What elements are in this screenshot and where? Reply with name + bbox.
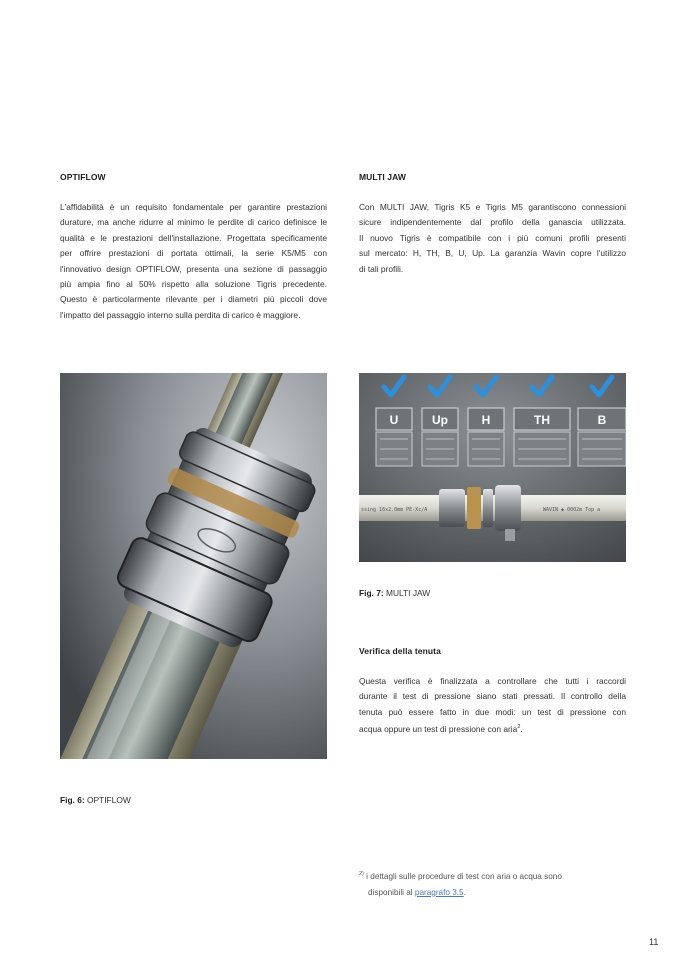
paragraph-link[interactable]: paragrafo 3.5 [414,887,464,897]
pipe-print-right: WAVIN ◆ 0002m Top a [543,507,601,513]
verifica-line: durante il test di pressione siano stati pressati. Il controllo della [359,691,626,702]
footnote-reference[interactable]: 2 [517,724,521,731]
multijaw-paragraph [359,200,626,277]
optiflow-line: Questo è particolarmente rilevante per i diametri più piccoli dove [60,294,327,305]
caption-label: Fig. 7: [359,588,384,598]
verifica-heading: Verifica della tenuta [359,646,441,656]
footnote-line [359,885,619,901]
optiflow-line: durature, ma anche ridurre al minimo le perdite di carico definisce le [60,217,327,228]
caption-label: Fig. 6: [60,795,85,805]
footnote-end: . [463,887,466,897]
profile-label: TH [534,413,550,427]
profile-label: Up [432,413,448,427]
optiflow-line: l'innovativo design OPTIFLOW, presenta una sezione di passaggio [60,263,327,274]
multijaw-line: Il nuovo Tigris è compatibile con i più comuni profili presenti [359,232,626,243]
verifica-line-text: acqua oppure un test di pressione con aria [359,724,518,735]
profile-label: H [481,413,491,427]
optiflow-line: L'affidabilità è un requisito fondamentale per garantire prestazioni [60,202,327,212]
footnote-line [359,872,562,881]
page-number: 11 [649,937,659,947]
optiflow-line: qualità e le prestazioni dell'installazione. Progettata specificamente [60,232,327,243]
multijaw-line: sicure indipendentemente dal profilo della ganascia utilizzata. [359,217,626,228]
multijaw-figure-image [359,373,626,562]
optiflow-line: per offrire prestazioni di portata ottimali, la serie K5/M5 con [60,248,327,259]
multijaw-line: Con MULTI JAW, Tigris K5 e Tigris M5 garantiscono connessioni [359,202,626,212]
multijaw-line: di tali profili. [359,263,404,274]
footnote [359,867,619,900]
verifica-line [359,720,626,737]
optiflow-figure-image [60,373,327,759]
profile-label: U [389,413,399,427]
optiflow-heading: OPTIFLOW [60,172,106,182]
footnote-text: disponibili al [368,887,415,897]
optiflow-line: più ampia fino al 50% rispetto alla soluzione Tigris precedente. [60,279,327,290]
optiflow-line: l'impatto del passaggio interno sulla perdita di carico è maggiore. [60,309,301,320]
multijaw-heading: MULTI JAW [359,172,407,182]
optiflow-paragraph [60,200,327,323]
verifica-line: Questa verifica è finalizzata a controllare che tutti i raccordi [359,676,626,686]
multijaw-line: sul mercato: H, TH, B, U, Up. La garanzia Wavin copre l'utilizzo [359,248,626,259]
caption-text: MULTI JAW [383,588,431,598]
footnote-text: i dettagli sulle procedure di test con aria o acqua sono [363,872,562,881]
caption-text: OPTIFLOW [84,795,131,805]
verifica-paragraph [359,674,626,738]
optiflow-pipe-illustration [60,373,327,759]
figure-6-caption [60,795,131,805]
profile-label: B [597,413,607,427]
multijaw-illustration [359,373,626,562]
footnote-marker: 2) [359,871,364,877]
verifica-line: tenuta può essere fatto in due modi: un test di pressione con [359,706,626,717]
pipe-print-left: ssing 16x2.0mm PE-Xc/A [361,507,428,513]
figure-7-caption [359,588,430,598]
sentence-end: . [520,724,523,735]
